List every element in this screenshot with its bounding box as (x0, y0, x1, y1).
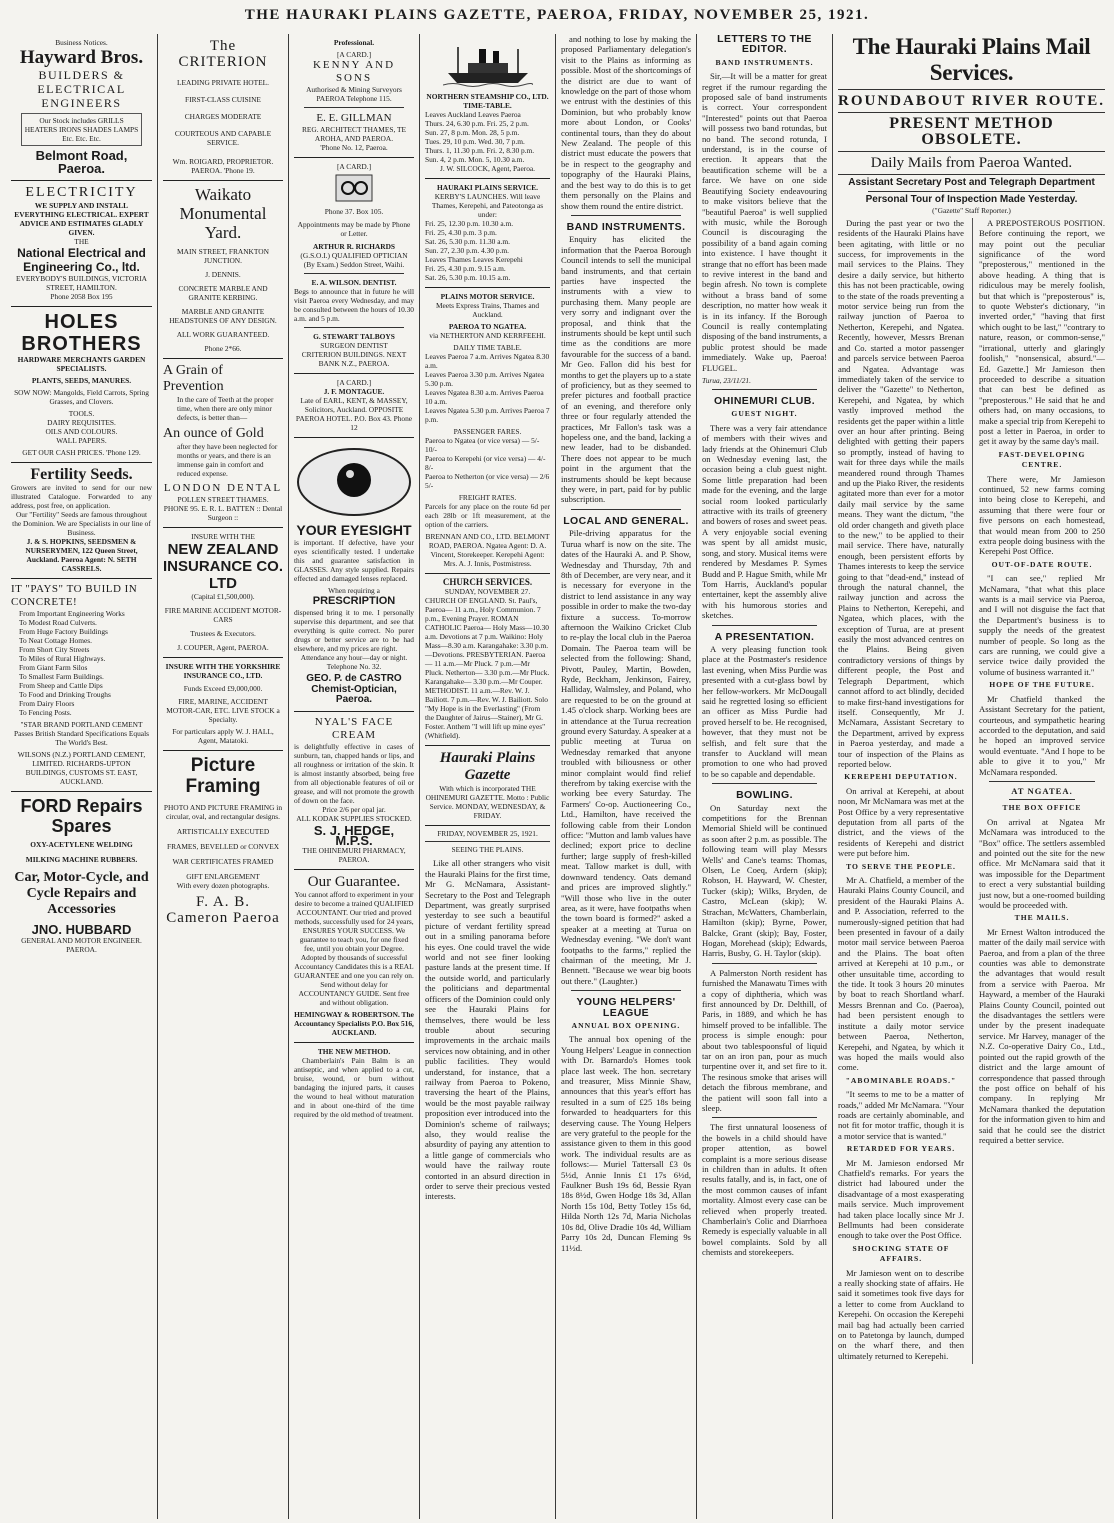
holes-title: HOLES BROTHERS (21, 311, 142, 355)
presentation-title: A PRESENTATION. (714, 630, 815, 643)
build-title: IT "PAYS" TO BUILD IN CONCRETE! (11, 583, 138, 608)
yorkshire-items: FIRE, MARINE, ACCIDENT MOTOR-CAR, ETC. LIVE STOCK a Specialty. (166, 697, 280, 724)
talboys-sub: SURGEON DENTIST (320, 341, 388, 351)
nz-capital: (Capital £1,500,000). (191, 592, 255, 601)
pms-title: PLAINS MOTOR SERVICE. (440, 292, 535, 302)
hps-line: Fri. 25, 4.30 p.m. 9.15 a.m. (425, 264, 506, 274)
star-brand: "STAR BRAND PORTLAND CEMENT Passes British Standard Specifications Equals The World's Best. (13, 720, 150, 747)
holes-item: OILS AND COLOURS. (45, 427, 118, 436)
fertility-note: Our "Fertility" Seeds are famous throughout the Dominion. We are Specialists in our line of Business. (12, 510, 151, 537)
picture-item: PHOTO AND PICTURE FRAMING in circular, oval, and rectangular designs. (163, 803, 283, 821)
hope-title: HOPE OF THE FUTURE. (989, 680, 1095, 690)
fares-title: PASSENGER FARES. (453, 427, 522, 437)
plains-motor-ad (425, 288, 550, 574)
chamberlain-article (294, 1043, 414, 1119)
waikato-title: Waikato Monumental Yard. (179, 185, 267, 242)
wilson-text: Begs to announce that in future he will visit Paeroa every Wednesday, and may be consulted between the hours of 10.30 a.m. and 5 p.m. (294, 287, 414, 324)
timetable-title: TIME-TABLE. (463, 101, 512, 111)
chamberlain-text: Chamberlain's Pain Balm is an antiseptic, and when applied to a cut, bruise, wound, or burn without bandaging the injured parts, it causes the wound to heal without maturation and in about one-third of the time required by the old method of treatment. (294, 1056, 414, 1120)
electricity-title: ELECTRICITY (25, 185, 138, 200)
picture-item: With every dozen photographs. (176, 881, 270, 890)
local-title: LOCAL AND GENERAL. (563, 514, 689, 527)
kerepehi-text: On arrival at Kerepehi, at about noon, Mr McNamara was met at the Post Office by a very representative deputation from all parts of the district, and the views of the residents of Kerepehi and district were put before him. (838, 785, 964, 859)
nz-items: FIRE MARINE ACCIDENT MOTOR-CARS (164, 606, 282, 624)
gazette-masthead (425, 746, 550, 826)
seeing-text: Like all other strangers who visit the Hauraki Plains for the first time, Mr G. McNamara, Assistant-Secretary to the Post and Telegraph Department, was greatly surprised yesterday to see such a beautiful picture of verdant fertility spread out in a smiling panorama before his eyes. One could travel the wide world and not see finer looking pasture lands at the present time. If the outside world, and particularly the politicians and departmental officers of the Dominion could only see the Hauraki Plains for themselves, there would be less trouble about securing improvements in the archaic mails services now obtaining, and in other public facilities. They would understand, for instance, that a railway from Paeroa to Pokeno, traversing the heart of the Plains, would be the most payable railway proposition ever introduced into the Dominion's scheme of railways; also, they would realise the absurdity of paying any attention to a little gange of commercials who would have the railway route contorted in an absurd direction in order to serve their precious vested interests. (425, 858, 550, 1202)
waikato-item: CONCRETE MARBLE AND GRANITE KERBING. (178, 284, 268, 302)
gazette-sub: With which is incorporated THE OHINEMURI GAZETTE. Motto : Public Service. MONDAY, WEDNESDAY, & FRIDAY. (425, 784, 550, 821)
talboys-address: CRITERION BUILDINGS. NEXT BANK N.Z., PAEROA. (301, 350, 407, 369)
hps-line: Sat. 26, 5.30 p.m. 11.30 a.m. (425, 237, 510, 247)
ngatea-heading: AT NGATEA. (1011, 785, 1073, 796)
criterion-proprietor: Wm. ROIGARD, PROPRIETOR. PAEROA. 'Phone 19. (172, 157, 274, 175)
build-list-item: From Important Engineering Works (19, 609, 125, 618)
yorkshire-title: INSURE WITH THE YORKSHIRE INSURANCE CO., LTD. (165, 662, 281, 680)
obsolete-headline: PRESENT METHOD OBSOLETE. (889, 115, 1054, 148)
main-article-left (838, 218, 964, 1364)
ngatea-title: PAEROA TO NGATEA. (448, 322, 527, 332)
ngatea-sub: via NETHERTON AND KERRFEEHI. (429, 331, 546, 341)
roundabout-headline: ROUNDABOUT RIVER ROUTE. (838, 93, 1106, 109)
outofdate-text: "I can see," replied Mr McNamara, "that what this place wants is a mail service via Paeroa, and I will not disguise the fact that the Department's business is to supply the needs of the greatest number of people. So long as the cars are running, we could give a service twice daily provided the volume of business warranted it." (979, 573, 1105, 677)
letters-title: LETTERS TO THE EDITOR. (717, 34, 812, 56)
timetable-line: Sun. 27, 8 p.m. Mon. 28, 5 p.m. (425, 128, 520, 138)
build-list-item: From Short City Streets (19, 645, 90, 654)
montague-card: [A CARD.] (336, 378, 372, 388)
letters-text: Sir,—It will be a matter for great regret if the rumour regarding the proposed sale of band instruments is correct. Your correspondent "Interested" points out that Paeroa will possess two band rotundas, but no band. The second rotunda, I understand, is in the course of erection. It appears that the beautification scheme will be a farce. We have on one side Beautifying Society endeavouring to make visitors believe that the "beautiful Paeroa" is well supplied with music, while the Borough Council is discouraging the possibility of a band again coming into existence. I have thought it strange that no effort has been made to revive interest in the band and begin afresh. No town is complete without a brass band of some description, no matter how weak it is in its infancy. If the Borough Council is really contemplating disposing of the band instruments, a public protest should be made immediately. Wake up, Paeroa! FLUGEL. (702, 71, 827, 373)
editorial-continued: and nothing to lose by making the proposed Parliamentary delegation's visit to the Plains as informing as possible. Most of the shortcomings of the district are due to want of knowledge on the part of those whom we entrust with the destinies of this Dominion, but who probably know more about London, or Cooks' continental tours, than they do about New Zealand. The people of this district must educate the powers that be in respect to the geography and topography of the Hauraki Plains, and the best way to do this is to get them personally on the Plains and show them round the entire district. (561, 34, 691, 211)
fares-line: Paeroa to Ngatea (or vice versa) — 5/- 10/- (425, 436, 540, 455)
mails-title: THE MAILS. (1014, 913, 1070, 923)
guarantee-ad (294, 870, 414, 1043)
hedge-sub: THE OHINEMURI PHARMACY, PAEROA. (302, 846, 406, 865)
box-title: THE BOX OFFICE (1002, 803, 1082, 813)
tour-headline: Personal Tour of Inspection Made Yesterday. (865, 194, 1078, 206)
columns (6, 34, 1110, 1519)
picture-item: GIFT ENLARGEMENT (186, 872, 260, 881)
chamberlain-remedy-text: The first unnatural looseness of the bowels in a child should have proper attention, as bowel complaint is a more serious disease in children than in adults. It often results fatally, and is, in fact, one of the most common causes of infant mortality. Almost every case can be relieved when properly treated. Chamberlain's Colic and Diarrhoea Remedy is especially valuable in all bowel complaints. Sold by all chemists and storekeepers. (702, 1122, 827, 1258)
national-the: THE (74, 237, 89, 246)
picture-title: Picture Framing (185, 755, 261, 797)
ford-item: OXY-ACETYLENE WELDING (30, 840, 133, 849)
hayward-ad (11, 34, 152, 181)
roads-title: "ABOMINABLE ROADS." (845, 1075, 957, 1085)
kerepehi-deputation: KEREPEHI DEPUTATION. (844, 772, 958, 782)
prescription-title: PRESCRIPTION (312, 595, 396, 608)
castro-ad (294, 438, 414, 711)
national-title: National Electrical and Engineering Co., ltd. (17, 246, 146, 274)
helpers-text: The annual box opening of the Young Helpers' League in connection with Dr. Barnardo's Homes took place last week. The hon. secretary and treasurer, Miss Minnie Shaw, announces that this year's effort has resulted in a sum of £25 18s being forwarded to headquarters for this deserving cause. The Young Helpers are very grateful to the people for the assistance given to them in this good work. The individual results are as follows:— Muriel Tattersall £3 0s 5½d, Annie Innis £1 17s 6½d, Faulkner Bush 19s 6d, Bessie Ryan 18s 8½d, Gwen Hodge 18s 3d, Allan North 15s 10d, Betty Totley 15s 6d, Hilda North 12s 7d, Maria Nicholas 10s 8d, Olive Dradie 10s 4d, William Parry 10s 2d, Duncan Fleming 9s 11½d. (561, 1034, 691, 1253)
church-text: CHURCH OF ENGLAND. St. Paul's, Paeroa— 11 a.m., Holy Communion. 7 p.m., Evening Prayer. ROMAN CATHOLIC Paeroa— Holy Mass—10.30 a.m. Devotions at 7 p.m. Waikino: Holy Mass—8.30 a.m. Karangahake: 3.30 p.m.—Devotions. PRESBYTERIAN. Paeroa— 11 a.m.—Mr Pluck. 7 p.m.—Mr Pluck. Netherton— 3.30 p.m.—Mr Pluck. Karangahake— 3.30 p.m.—Mr Couper. METHODIST. 11 a.m.—Rev. W. J. Bailiott. 7 p.m.—Rev. W. J. Bailiott. Solo "My Hope is in the Everlasting" (From the Daughter of Jairus—Stainer), Mr G. Foster. Anthem "I will lift up mine eyes" (Whitfield). (425, 596, 550, 741)
outofdate-title: OUT-OF-DATE ROUTE. (991, 559, 1093, 569)
complaint-title: SHOCKING STATE OF AFFAIRS. (852, 1243, 950, 1264)
picture-framing-ad (163, 751, 283, 931)
ounce-text: after they have been neglected for months or years, and there is an immense gain in comfort and reduced expense. (177, 442, 278, 478)
hps-line: Sun. 27, 2.30 p.m. 4.30 p.m. (425, 246, 509, 256)
daily-line: Leaves Ngatea 5.30 p.m. Arrives Paeroa 7 p.m. (425, 406, 550, 425)
hps-title: HAURAKI PLAINS SERVICE. (437, 183, 538, 193)
picture-item: FRAMES, BEVELLED or CONVEX (166, 842, 280, 851)
seeing-plains-article (425, 829, 550, 1201)
gazette-title: Hauraki Plains Gazette (439, 750, 536, 784)
build-list-item: From Giant Farm Silos (19, 663, 88, 672)
richards-appt: Appointments may be made by Phone or Letter. (297, 220, 411, 239)
ford-item: MILKING MACHINE RUBBERS. (25, 855, 138, 864)
gillman-phone: 'Phone No. 12, Paeroa. (320, 143, 388, 152)
london-title: LONDON DENTAL (163, 482, 283, 494)
nyals-title: NYAL'S FACE CREAM (314, 715, 394, 741)
column-7 (833, 34, 1110, 1519)
hps-line: Fri. 25, 12.30 p.m. 10.30 a.m. (425, 219, 514, 229)
gillman-sub: REG. ARCHITECT THAMES, TE AROHA, AND PAEROA. (301, 125, 407, 143)
bowling-text: On Saturday next the competitions for the Brennan Memorial Shield will be continued as soon after 2 p.m. as possible. The following team will play Messrs Wells' and Cane's teams: Thomas, Olsen, Le Coeq, Ardern (skip); Robson, H. Hayward, W. Chester, Tucker (skip); Wilks, Bryden, de Castro, McLean (skip); W. Strachan, McWatters, Chamberlain, Hamilton (skip); Byrne, Power, Balcke, Grant (skip); Bay, Foster, Hogan, Morehead (skip); Edwards, Harris, Busby, G. H. Taylor (skip). (702, 802, 827, 959)
column-5 (556, 34, 697, 1519)
criterion-item: FIRST-CLASS CUISINE (185, 95, 261, 104)
timetable-line: Thurs. 1, 11.30 p.m. Fri. 2, 8.30 p.m. (425, 146, 535, 156)
wilsons: WILSONS (N.Z.) PORTLAND CEMENT, LIMITED. RICHARDS-UPTON BUILDINGS, CUSTOMS ST. EAST, AUCKLAND. (17, 750, 146, 786)
criterion-item: COURTEOUS AND CAPABLE SERVICE. (174, 129, 272, 147)
ounce-title: An ounce of Gold (163, 426, 264, 441)
helpers-title: YOUNG HELPERS' LEAGUE (576, 996, 676, 1019)
hubbard-sub: GENERAL AND MOTOR ENGINEER. PAEROA. (21, 936, 142, 954)
montague-title: J. F. MONTAGUE. (323, 387, 385, 397)
hayward-stock: Our Stock includes GRILLS HEATERS IRONS SHADES LAMPS Etc. Etc. Etc. (21, 113, 142, 146)
band-text: Enquiry has elicited the information that the Paeroa Borough Council intends to sell the municipal band instruments, and that certain parties have inspected the instruments with a view to purchasing them. Many people are very sorry and indignant over the proposal, and think that the instruments should be kept until such time as the conditions are more favourable for the success of a band. Mr Geo. Fallon did his best for months to get the players up to a state of proficiency, but as they seemed to prefer pictures and football practice of an evening, and therefore only three or four regularly attended the practices, Mr Fallon's task was a hopeless one, and the band, lacking a new leader, had to be disbanded. There does not appear to be much point in the argument that the instruments should be kept because they were, in part, paid for by public subscription. (561, 234, 691, 505)
fallen-text: A Palmerston North resident has furnished the Manawatu Times with a copy of diphtheria, which was first announced by Dr. Delthill, of Paris, in 1889, and which he has himself proved to be infallible. The process is simple enough: pour about two tablespoonsful of liquid tar on an iron pan, pour as much turpentine over it, and set fire to it. The resinous smoke that arises will detach the fibrous membrane, and the patient will soon fall into a sleep. (702, 967, 827, 1113)
waikato-ad (163, 181, 283, 359)
ohinemuri-sub: GUEST NIGHT. (731, 409, 798, 419)
fertility-title: Fertility Seeds. (30, 466, 133, 483)
hauraki-service-ad (425, 179, 550, 288)
box-text: On arrival at Ngatea Mr McNamara was introduced to the "Box" office. The settlers assembled and pointed out the site for the new office. Mr McNamara said that it was impossible for the Department to erect a very substantial building just now, but a one-roomed building would be proceeded with. (979, 816, 1105, 910)
holes-sow: SOW NOW: Mangolds, Field Carrots, Spring Grasses, and Clovers. (14, 388, 149, 406)
fast-text: There were, Mr Jamieson continued, 52 new farms coming into being close to Kerepehi, and assuming that there were four or five persons on each homestead, that would mean from 200 to 250 extra people doing business with the Kerepehi Post Office. (979, 473, 1105, 557)
steamship-agent: J. W. SILCOCK, Agent, Paeroa. (439, 164, 536, 174)
prescription-text: dispensed bring it to me. I personally supervise this department, and see that everything is quite correct. No purer drugs or better service are to be had elsewhere, and my prices are right. (294, 608, 414, 654)
hps-line: Fri. 25, 4.30 p.m. 3 p.m. (425, 228, 497, 238)
seeing-title: SEEING THE PLAINS. (425, 841, 550, 854)
fast-title: FAST-DEVELOPING CENTRE. (998, 449, 1086, 470)
fertility-text: Growers are invited to send for our new illustrated Catalogue. Forwarded to any address, post free, on application. (11, 483, 152, 510)
criterion-ad (163, 34, 283, 181)
daily-title: DAILY TIME TABLE. (453, 343, 522, 353)
eyesight-text: is important. If defective, have your eyes scientifically tested. I undertake this and guarantee satisfaction in GLASSES. Any style supplied. Repairs effected and damaged lenses replaced. (294, 538, 414, 584)
nz-title: NEW ZEALAND INSURANCE CO. LTD (163, 541, 284, 592)
holes-item: TOOLS. (68, 409, 95, 418)
montague-sub: Late of EARL, KENT, & MASSEY, Solicitors, Auckland. OPPOSITE PAEROA HOTEL. P.O. Box 43. Phone 12 (295, 396, 413, 433)
holes-plants: PLANTS, SEEDS, MANURES. (31, 376, 132, 385)
church-title: CHURCH SERVICES. (442, 577, 533, 588)
car-title: Car, Motor-Cycle, and Cycle Repairs and Accessories (14, 870, 149, 917)
hayward-address: Belmont Road, Paeroa. (35, 148, 128, 176)
hayward-title: Hayward Bros. (19, 47, 144, 68)
build-list-item: From Huge Factory Buildings (19, 627, 108, 636)
wilson-title: E. A. WILSON. DENTIST. (311, 278, 397, 288)
ohinemuri-title: OHINEMURI CLUB. (713, 395, 816, 407)
holes-sub: HARDWARE MERCHANTS GARDEN SPECIALISTS. (17, 355, 146, 373)
richards-card: [A CARD.] (336, 162, 372, 171)
professional-label: Professional. (333, 38, 375, 47)
eyesight-title: YOUR EYESIGHT (296, 522, 412, 539)
nz-insurance-ad (163, 528, 283, 658)
ohinemuri-text: There was a very fair attendance of members with their wives and lady friends at the Ohinemuri Club on Wednesday evening last, the occasion being a club guest night. Some little preparation had been made for the evening, and the large social room looked particularly attractive with its trails of greenery and bowers of roses and sweet peas. A very enjoyable social evening was spent by all amidst music, song, and story. Musical items were rendered by Mesdames P. Symes Budd and P. Hague Smith, while Mr Tom Harris, Auckland's popular entertainer, kept the assembly alive with his humorous stories and sketches. (702, 422, 827, 621)
daily-line: Leaves Paeroa 3.30 p.m. Arrives Ngatea 5.30 p.m. (425, 370, 545, 389)
waikato-phone: Phone 2*66. (204, 344, 242, 353)
nz-insure: INSURE WITH THE (191, 532, 255, 541)
build-list-item: To Miles of Rural Highways. (19, 654, 106, 663)
holes-cash: GET OUR CASH PRICES. 'Phone 129. (22, 448, 141, 457)
main-article-right (972, 218, 1105, 1364)
presentation-text: A very pleasing function took place at the Postmaster's residence last evening, when Miss Purdie was presented with a cut-glass bowl by her fellow-workers. Mr McDougall said he regretted losing so efficient an officer as Miss Purdie had proved herself to be. He recognised, however, that they must not be selfish, and felt sure that the transfer to Auckland will mean promotion to one who had proved to be so capable and dependable. (702, 643, 827, 779)
holes-item: WALL PAPERS. (56, 436, 107, 445)
nz-agent: J. COUPER, Agent, PAEROA. (177, 643, 269, 652)
hps-line: Leaves Thames Leaves Kerepehi (425, 255, 523, 265)
ford-ad (11, 792, 152, 959)
letters-date: Turua, 23/11/21. (702, 376, 751, 385)
yorkshire-agent: For particulars apply W. J. HALL, Agent, Matatoki. (172, 727, 274, 745)
reporter-line: ("Gazette" Staff Reporter.) (932, 205, 1011, 215)
montague-ad (294, 374, 414, 438)
hedge-ad (294, 712, 414, 871)
talboys-title: G. STEWART TALBOYS (313, 332, 395, 342)
eye-illustration (297, 448, 411, 516)
helpers-sub: ANNUAL BOX OPENING. (571, 1020, 681, 1030)
picture-item: ARTISTICALLY EXECUTED (176, 827, 270, 836)
timetable-line: Leaves Auckland Leaves Paeroa (425, 110, 521, 120)
waikato-name: J. DENNIS. (205, 270, 241, 279)
waikato-address: MAIN STREET, FRANKTON JUNCTION. (177, 247, 269, 265)
national-address: EVERYBODY'S BUILDINGS, VICTORIA STREET, HAMILTON. (15, 274, 148, 292)
steamship-ad (425, 34, 550, 179)
roads-text: "It seems to me to be a matter of roads," added Mr McNamara. "Your roads are certainly abominable, and not fit for motor traffic, though it is a motor service that is wanted." (838, 1089, 964, 1141)
daily-headline: Daily Mails from Paeroa Wanted. (870, 155, 1073, 171)
church-services (425, 574, 550, 746)
professional-ads (294, 34, 414, 158)
electricity-ad (11, 181, 152, 307)
serve-text: Mr A. Chatfield, a member of the Hauraki Plains County Council, and president of the Hauraki Plains A. and P. Association, referred to the numerously-signed petition that had been presented in favour of a daily motor mail service between Paeroa and the Plains. The boat often arrived at Kerepehi at 10 p.m., or other unsuitable time, according to the tide. It took 3 hours 20 minutes by boat to reach Shortland wharf. Messrs Brennan and Co. (Paeroa), had been persistent enough to institute a daily motor service between Paeroa, Netherton, Kerepehi, and Ngatea, by which it was hoped the mails would also come. (838, 875, 964, 1073)
guarantee-text: You cannot afford to experiment in your desire to become a trained QUALIFIED ACCOUNTANT. Our tried and proved methods, successfully used for 24 years, ENSURES YOUR SUCCESS. We guarantee to teach you, for one fixed fee, until you obtain your Degree. Adopted by thousands of successful Accountancy Candidates this is a REAL GUARANTEE and one you can rely on. Send without delay for ACCOUNTANCY GUIDE. Sent free and without obligation. (294, 890, 414, 1008)
concrete-ad (11, 579, 152, 792)
freight-title: FREIGHT RATES. (458, 493, 517, 503)
prescription-hours: Attendance any hour—day or night. Telephone No. 32. (300, 653, 408, 672)
nyals-price: Price 2/6 per opal jar. (322, 804, 386, 814)
bowling-title: BOWLING. (736, 789, 793, 802)
timetable-line: Tues. 29, 10 p.m. Wed. 30, 7 p.m. (425, 137, 525, 147)
kenny-sub: Authorised & Mining Surveyors PAEROA Telephone 115. (306, 85, 402, 103)
kerbys: KERBY'S LAUNCHES. Will leave Thames, Kerepehi, and Pateotonga as under: (431, 192, 544, 220)
build-list-item: To Smallest Farm Buildings. (19, 672, 104, 681)
richards-sub: (G.S.O.I.) QUALIFIED OPTICIAN (By Exam.) Seddon Street, Waihi. (300, 251, 408, 270)
build-list-item: From Sheep and Cattle Dips (19, 681, 103, 690)
national-phone: Phone 2058 Box 195 (50, 292, 113, 301)
main-text: During the past year or two the residents of the Hauraki Plains have been agitating, with little or no success, for improvements in the mail services to the Plains. They desire a daily service, but hitherto this has not been practicable, owing to the state of the roads preventing a motor service being run from the railway junction of Paeroa to Netherton, Kerepehi, and Ngatea. Recently, however, Messrs Brenan and Co. started a motor passenger and parcels service between Paeroa and Ngatea. Advantage was immediately taken of the service to deliver the "Gazette" to Netherton, Kerepehi, and Ngatea, by which vastly improved method the residents get the paper within a little over an hour after printing. Being delighted with getting their papers so promptly, instead of having to wait for three days while the mails meandered round through Thames and up the Piako River, the residents agitated more than ever for a motor daily mail service by the same means. They want the dictum, "the old order changeth and giveth place to the new," to be applied to their mail service. There have, naturally enough, been persistent efforts by Thames interests to keep the service going to that "dead-end," instead of through the natural channel, the railway junction and across the Plains to Netherton, Kerepehi, and Ngatea, which places, with the exception of Turua, are at present easily the most advanced centres on the Plains. Being given contradictory versions of things by different people, the Post and Telegraph Department, which cannot afford to act blindly, decided to make first-hand investigations for itself. Consequently, Mr J. McNamara, Assistant Secretary to the Department, arrived by express in Paeroa yesterday, and made a tour of inspection of the Plains as reported below. (838, 217, 964, 769)
gillman-title: E. E. GILLMAN (316, 112, 392, 124)
hps-line: Sat. 26, 5.30 p.m. 10.15 a.m. (425, 273, 511, 283)
london-phone: PHONE 95. E. R. L. BATTEN :: Dental Surgeon :: (163, 504, 283, 522)
brennan: BRENNAN AND CO., LTD. BELMONT ROAD, PAEROA. Ngatea Agent: D. A. Vincent, Storekeeper. Kerepehi Agent: Mrs. A. J. Innis, Postmistress. (425, 532, 550, 569)
chamberlain-title: THE NEW METHOD. (317, 1047, 391, 1057)
freight-text: Parcels for any place on the route 6d per each 28lb or 1ft measurement, at the option of the carriers. (425, 502, 550, 530)
criterion-title: The CRITERION (178, 38, 268, 70)
build-list-item: To Food and Drinking Troughs (19, 690, 111, 699)
hemingway: HEMINGWAY & ROBERTSON. The Accountancy Specialists P.O. Box 516, AUCKLAND. (294, 1010, 414, 1038)
mails-text: Mr Ernest Walton introduced the matter of the daily mail service with Paeroa, and from a plan of the three counties was able to demonstrate the advantages that would result from a service with Paeroa. Mr Hayward, a member of the Hauraki Plains County Council, pointed out the disadvantages the settlers were under by the present inadequate service. Mr Harvey, manager of the N.Z. Co-operative Dairy Co., Ltd., pointed out the rapid growth of the district and the large amount of correspondence that passed through the post office on behalf of his company. In replying Mr McNamara thanked the deputation for the information given to him and said that he could see the district required a better service. (979, 926, 1105, 1145)
dental-ad (163, 359, 283, 528)
electricity-text: WE SUPPLY AND INSTALL EVERYTHING ELECTRICAL. EXPERT ADVICE AND ESTIMATES GLADLY GIVEN. (14, 201, 149, 237)
waikato-item: ALL WORK GUARANTEED. (176, 330, 270, 339)
business-notices-label: Business Notices. (55, 38, 108, 47)
fares-line: Paeroa to Netherton (or vice versa) — 2/6 5/- (425, 472, 550, 491)
retarded-text: Mr M. Jamieson endorsed Mr Chatfield's remarks. For years the district had laboured under the disadvantage of a most exasperating mails service. Much improvement had taken place locally since Mr J. Bellmunts had been considerate enough to take over the Post Office. (838, 1157, 964, 1241)
richards-title: ARTHUR R. RICHARDS (312, 242, 396, 252)
column-3 (289, 34, 420, 1519)
fares-line: Paeroa to Kerepehi (or vice versa) — 4/- 8/- (425, 454, 546, 473)
richards-phone: Phone 37. Box 105. (324, 207, 384, 217)
daily-line: Leaves Paeroa 7 a.m. Arrives Ngatea 8.30 a.m. (425, 352, 550, 371)
holes-item: DAIRY REQUISITES. (47, 418, 116, 427)
build-list-item: To Neat Cottage Homes. (19, 636, 92, 645)
grain-text: In the care of Teeth at the proper time, when there are only minor defects, is better than— (177, 395, 274, 422)
criterion-item: LEADING PRIVATE HOTEL. (176, 78, 270, 87)
timetable-line: Thurs. 24, 6.30 p.m. Fri. 25, 2 p.m. (425, 119, 529, 129)
kenny-card: [A CARD.] (336, 50, 372, 59)
steamship-icon (443, 41, 533, 87)
grain-title: A Grain of Prevention (163, 363, 224, 394)
build-list-item: To Modest Road Culverts. (19, 618, 97, 627)
castro-title: GEO. P. de CASTRO Chemist-Optician, Paeroa. (306, 673, 402, 706)
build-list-item: To Fencing Posts. (19, 708, 72, 717)
london-address: POLLEN STREET THAMES. (177, 495, 269, 504)
hubbard-title: JNO. HUBBARD (31, 922, 132, 937)
serve-title: TO SERVE THE PEOPLE. (846, 861, 956, 871)
hayward-sub: BUILDERS & ELECTRICAL ENGINEERS (37, 68, 126, 110)
guarantee-title: Our Guarantee. (307, 874, 401, 891)
assistant-headline: Assistant Secretary Post and Telegraph Department (848, 177, 1095, 188)
holes-ad (11, 307, 152, 463)
spectacles-icon (334, 173, 374, 203)
fertility-ad (11, 463, 152, 579)
main-article-columns (838, 218, 1105, 1364)
retarded-title: RETARDED FOR YEARS. (846, 1144, 956, 1154)
column-1 (6, 34, 158, 1519)
nyals-text: is delightfully effective in cases of sunburn, tan, chapped hands or lips, and all roughness or irritation of the skin. It is almost instantly absorbed, being free from all objectionable features of oil or grease, and will not promote the growth of down on the face. (294, 741, 414, 805)
church-date: SUNDAY, NOVEMBER 27. (444, 587, 531, 597)
hope-text: Mr Chatfield thanked the Assistant Secretary for the patient, courteous, and sympathetic hearing accorded to the deputation, and said he hoped an improved service would eventuate. "And I hope to be able to give it to you," Mr McNamara responded. (979, 693, 1105, 777)
hopkins-address: J. & S. HOPKINS, SEEDSMEN & NURSERYMEN, 122 Queen Street, Auckland. Paeroa Agent: N. SETH CASSRELS. (25, 537, 138, 573)
timetable-line: Sun. 4, 2 p.m. Mon. 5, 10.30 a.m. (425, 155, 525, 165)
yorkshire-funds: Funds Exceed £9,000,000. (183, 684, 263, 693)
prescription-intro: When requiring a (328, 586, 380, 596)
yorkshire-ad (163, 658, 283, 751)
gazette-date: FRIDAY, NOVEMBER 25, 1921. (437, 829, 538, 839)
hedge-title: S. J. HEDGE, M.P.S. (313, 822, 395, 849)
ford-title: FORD Repairs Spares (20, 796, 143, 836)
band-title: BAND INSTRUMENTS. (566, 220, 686, 233)
local-text: Pile-driving apparatus for the Turua wharf is now on the site. The dates of the Hauraki A. and P. Show, Wednesday and Thursday, 7th and 8th of December, are very near, and it is necessary for everyone in the district to lend assistance in any way possible in order to make the two-day fixture a success. To-morrow afternoon the Waikino Cricket Club to re-play the local club in the Paeroa Domain. The Paeroa team will be selected from the following: Shand, Pivott, Pauley, Martin, Bowden, Ryde, Beckham, Jenkinson, Fairey, Halliday, Walmsley, and Poland, who are requested to be on the ground at 1.45 o'clock sharp. Working bees are in attendance at the Turua recreation ground every Saturday. A speaker at a public meeting at Turua on Wednesday remarked that anyone troubled with biliousness or other minor complaint would find relief therefrom by taking exercise with the working bee every Saturday. The Farmers' Co-op. Auctioneering Co., Ltd., Hamilton, have received the following cable from their London office: "Mutton and lamb values have declined; export price to decline further; large supply of fresh-killed meat. Tallow market is dull, with downward tendency. Oats demand and prices are improved slightly." "Will those who live in the outer area, as it were, have footpaths when the town board is formed?" asked a speaker at a meeting at Turua on Wednesday evening. "We don't want footpaths to the farms," replied the chairman of the meeting, Mr J. Bennett. "Because we wear big boots out there." (Laughter.) (561, 528, 691, 986)
masthead: THE HAURAKI PLAINS GAZETTE, PAEROA, FRIDAY, NOVEMBER 25, 1921. (244, 7, 870, 23)
kenny-title: KENNY AND SONS (312, 59, 396, 84)
nz-trustees: Trustees & Executors. (190, 629, 256, 638)
cameron-name: F. A. B. Cameron Paeroa (166, 894, 280, 926)
build-list-item: From Dairy Floors (19, 699, 75, 708)
criterion-item: CHARGES MODERATE (184, 112, 262, 121)
preposterous-text: A PREPOSTEROUS POSITION. Before continuing the report, we may point out the peculiar significance of the word "preposterous," mentioned in the above heading. A thing that is ridiculous may be merely foolish, but that which is "preposterous" is, to quote Webster's dictionary, "in inverted order," "having that first which ought to be last," "contrary to nature, reason, or common-sense," "irrational, utterly and glaringly foolish," "nonsensical, absurd."—Ed. Gazette.] Mr Jamieson then proceeded to describe a situation that can best be defined as "preposterous." He said that he and others had, on many occasions, to make a special trip from Kerepehi to post a letter in Paeroa, in order to get it away by the same day's mail. (979, 217, 1105, 447)
richards-ad (294, 158, 414, 374)
waikato-item: MARBLE AND GRANITE HEADSTONES OF ANY DESIGN. (169, 307, 277, 325)
column-4 (420, 34, 556, 1519)
complaint-text: Mr Jamieson went on to describe a really shocking state of affairs. He said it sometimes took five days for a letter to come from Auckland to Kerepehi. On occasion the Kerepehi mail bag had actually been carried on to Patetonga by launch, dumped on the wharf there, and then ultimately returned to Kerepehi. (838, 1267, 964, 1361)
steamship-title: NORTHERN STEAMSHIP CO., LTD. (426, 92, 549, 102)
letters-sub: BAND INSTRUMENTS. (715, 57, 814, 67)
picture-item: WAR CERTIFICATES FRAMED (172, 857, 274, 866)
daily-line: Leaves Ngatea 8.30 a.m. Arrives Paeroa 10 a.m. (425, 388, 544, 407)
pms-sub: Meets Express Trains, Thames and Auckland. (435, 301, 540, 320)
column-2 (158, 34, 289, 1519)
column-6 (697, 34, 833, 1519)
main-headline: The Hauraki Plains Mail Services. (852, 34, 1091, 85)
kodak: ALL KODAK SUPPLIES STOCKED. (296, 813, 412, 823)
